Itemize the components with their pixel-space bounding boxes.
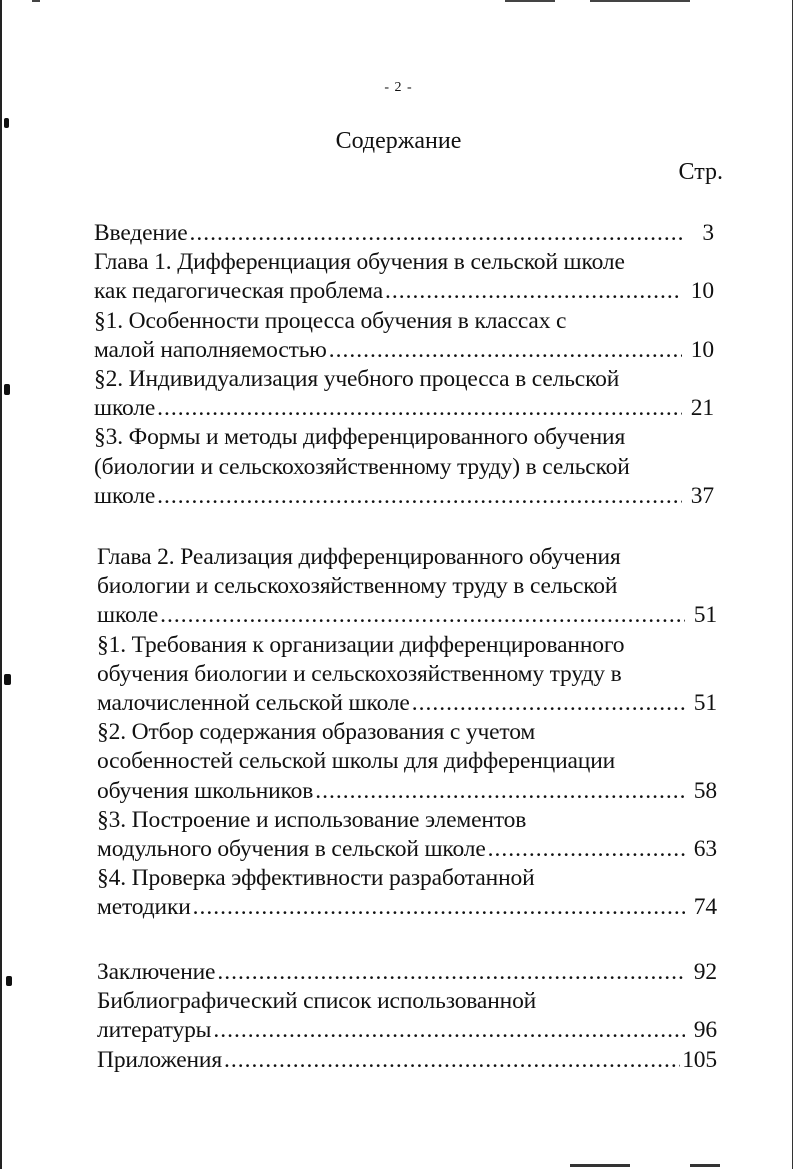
toc-entry-text: как педагогическая проблема [94, 278, 384, 305]
toc-entry-text-line: §2. Отбор содержания образования с учетом [97, 719, 536, 746]
toc-leader-dots [488, 835, 685, 864]
toc-entry-final-line [97, 1016, 717, 1045]
toc-entry-final-line [94, 219, 714, 248]
toc-leader-dots [193, 893, 685, 922]
toc-entry-final-line [97, 835, 717, 864]
toc-entry-text-line: §2. Индивидуализация учебного процесса в сельской [94, 365, 620, 392]
toc-page-number: 105 [682, 1046, 717, 1073]
scan-top-mark [590, 0, 690, 2]
toc-block-chapter2 [94, 543, 717, 922]
toc-entry[interactable] [97, 631, 717, 719]
toc-entry-text-line: Глава 1. Дифференциация обучения в сельской школе [94, 249, 625, 276]
toc-entry-text: школе [94, 482, 156, 509]
toc-entry-text-line: §3. Формы и методы дифференцированного обучения [94, 424, 626, 451]
scan-speck [4, 118, 9, 128]
toc-entry-final-line [94, 336, 714, 365]
toc-entry-final-line [97, 958, 717, 987]
toc-entry[interactable] [97, 1046, 717, 1075]
toc-leader-dots [157, 482, 682, 511]
toc-entry-text: школе [97, 602, 159, 629]
toc-page-number: 63 [693, 835, 717, 862]
toc-entry[interactable] [94, 307, 714, 365]
toc-entry-text: Введение [94, 220, 188, 246]
toc-leader-dots [315, 777, 685, 806]
toc-block-introduction-chapter1 [94, 219, 714, 511]
toc-leader-dots [213, 1016, 685, 1045]
toc-leader-dots [329, 336, 682, 365]
toc-entry-text: Заключение [97, 959, 216, 985]
toc-entry-final-line [97, 689, 717, 718]
toc-entry-text-line: §1. Особенности процесса обучения в классах с [94, 307, 567, 334]
scan-right-edge [792, 0, 793, 1169]
toc-leader-dots [157, 394, 682, 423]
toc-entry-text-line: (биологии и сельскохозяйственному труду) в сельской [94, 453, 630, 480]
toc-entry-text: литературы [97, 1017, 212, 1044]
toc-entry-final-line [97, 777, 717, 806]
page-title: Содержание [335, 128, 462, 154]
toc-entry[interactable] [97, 987, 717, 1045]
toc-entry[interactable] [94, 365, 714, 423]
toc-entry-final-line [94, 482, 714, 511]
toc-leader-dots [385, 277, 682, 306]
toc-entry[interactable] [97, 864, 717, 922]
toc-entry-final-line [94, 277, 714, 306]
toc-entry[interactable] [97, 543, 717, 631]
toc-leader-dots [224, 1046, 680, 1075]
toc-entry-text-line: обучения биологии и сельскохозяйственному труду в [97, 660, 622, 687]
toc-entry-text-line: особенностей сельской школы для дифференциации [97, 748, 616, 775]
toc-entry-text-line: биологии и сельскохозяйственному труду в сельской [97, 573, 618, 600]
toc-entry-text: модульного обучения в сельской школе [97, 835, 486, 862]
toc-page-number: 3 [702, 220, 714, 246]
toc-entry[interactable] [94, 219, 714, 248]
scan-speck [4, 384, 10, 395]
toc-entry-text: школе [94, 395, 156, 422]
page-number: - 2 - [384, 80, 413, 95]
toc-page-number: 10 [690, 278, 714, 305]
scan-speck [6, 976, 12, 986]
toc-entry-text-line: §3. Построение и использование элементов [97, 806, 527, 833]
toc-page-number: 21 [690, 395, 714, 422]
scan-bottom-mark [690, 1164, 720, 1167]
toc-leader-dots [412, 689, 685, 718]
toc-entry[interactable] [97, 958, 717, 987]
toc-page-number: 74 [693, 894, 717, 921]
toc-entry-final-line [97, 893, 717, 922]
toc-entry-final-line [97, 1046, 717, 1075]
toc-entry-text: обучения школьников [97, 777, 314, 804]
scan-bottom-mark [570, 1164, 630, 1167]
toc-entry-final-line [97, 601, 717, 630]
toc-entry[interactable] [97, 806, 717, 864]
toc-leader-dots [190, 219, 682, 248]
toc-entry-final-line [94, 394, 714, 423]
toc-page-number: 51 [693, 602, 717, 629]
toc-entry-text-line: §1. Требования к организации дифференцированного [97, 631, 625, 658]
toc-entry-text: малой наполняемостью [94, 336, 327, 363]
toc-entry[interactable] [94, 248, 714, 306]
toc-block-conclusion [94, 958, 717, 1075]
scan-top-mark [505, 0, 555, 2]
toc-page-number: 96 [693, 1017, 717, 1044]
toc-page-number: 92 [693, 959, 717, 985]
toc-leader-dots [160, 601, 685, 630]
toc-page-number: 37 [690, 482, 714, 509]
scan-top-mark [32, 0, 40, 2]
scan-left-edge [0, 0, 2, 1169]
toc-leader-dots [217, 958, 685, 987]
scan-speck [4, 674, 11, 685]
toc-entry-text-line: Глава 2. Реализация дифференцированного обучения [97, 544, 621, 570]
toc-entry[interactable] [97, 718, 717, 806]
toc-entry[interactable] [94, 423, 714, 511]
toc-entry-text: методики [97, 894, 191, 921]
toc-entry-text-line: Библиографический список использованной [97, 988, 537, 1015]
toc-entry-text: Приложения [97, 1046, 223, 1073]
toc-page-number: 51 [693, 689, 717, 716]
toc-page-number: 10 [690, 336, 714, 363]
toc-entry-text-line: §4. Проверка эффективности разработанной [97, 865, 535, 892]
toc-entry-text: малочисленной сельской школе [97, 689, 410, 716]
page-column-label: Стр. [678, 159, 723, 185]
toc-page-number: 58 [693, 777, 717, 804]
